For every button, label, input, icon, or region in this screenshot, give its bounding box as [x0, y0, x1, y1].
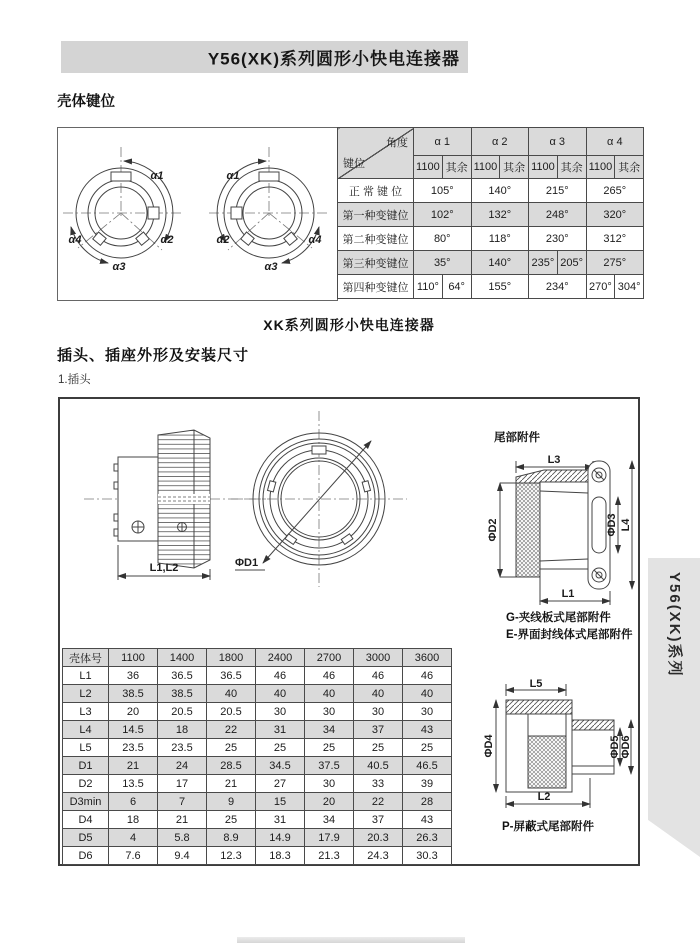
angle-value: 140° [471, 179, 529, 203]
dim-value: 12.3 [207, 847, 256, 865]
dim-value: 14.5 [109, 721, 158, 739]
dim-value: 25 [256, 739, 305, 757]
dim-value: 33 [354, 775, 403, 793]
dim-value: 21.3 [305, 847, 354, 865]
angle-value: 234° [529, 275, 587, 299]
dim-value: 37 [354, 721, 403, 739]
corner-label-key: 键位 [343, 158, 365, 170]
dims-header-row [63, 649, 452, 667]
front-view-drawing [231, 411, 407, 587]
tail-caption-g: G-夹线板式尾部附件 [506, 612, 611, 624]
keying-row-label: 第四种变键位 [338, 275, 414, 299]
dims-row-label: L3 [63, 703, 109, 721]
key-tab [259, 172, 279, 181]
dim-value: 30.3 [403, 847, 452, 865]
dims-row-label: D1 [63, 757, 109, 775]
dim-value: 30 [305, 775, 354, 793]
corner-cell [338, 128, 414, 179]
keying-row-label: 第一种变键位 [338, 203, 414, 227]
dim-label-l4: L4 [620, 518, 632, 532]
dim-value: 36.5 [207, 667, 256, 685]
col-group-header: α 3 [529, 128, 587, 156]
dims-row [63, 685, 452, 703]
title-bar [61, 41, 468, 73]
angle-value: 105° [414, 179, 472, 203]
col-group-header: α 2 [471, 128, 529, 156]
dim-value: 43 [403, 811, 452, 829]
alpha-label: α2 [216, 234, 230, 246]
sub-col-header: 其余 [500, 156, 529, 179]
keying-figure-box [57, 127, 338, 301]
side-tab-label: Y56(XK)系列 [666, 572, 683, 678]
keying-row-label: 第三种变键位 [338, 251, 414, 275]
dim-value: 37.5 [305, 757, 354, 775]
dims-header-cell: 3000 [354, 649, 403, 667]
dim-value: 40 [305, 685, 354, 703]
dims-row-label: D2 [63, 775, 109, 793]
dim-value: 43 [403, 721, 452, 739]
angle-value: 320° [586, 203, 644, 227]
col-group-header: α 4 [586, 128, 644, 156]
dims-row [63, 667, 452, 685]
dim-value: 23.5 [109, 739, 158, 757]
alpha-label: α1 [226, 170, 240, 182]
dims-header-cell: 1400 [158, 649, 207, 667]
alpha-label: α3 [264, 261, 278, 273]
dim-value: 30 [305, 703, 354, 721]
dim-label-l1l2: L1,L2 [149, 562, 179, 574]
keying-row [338, 179, 644, 203]
angle-value: 230° [529, 227, 587, 251]
dim-value: 7.6 [109, 847, 158, 865]
sub-col-header: 其余 [557, 156, 586, 179]
dim-value: 26.3 [403, 829, 452, 847]
dim-value: 17 [158, 775, 207, 793]
dim-value: 4 [109, 829, 158, 847]
dims-row-label: L2 [63, 685, 109, 703]
dim-value: 13.5 [109, 775, 158, 793]
dim-value: 46 [305, 667, 354, 685]
dim-value: 40 [256, 685, 305, 703]
dim-value: 8.9 [207, 829, 256, 847]
sub-col-header: 其余 [615, 156, 644, 179]
sub-col-header: 1100 [471, 156, 500, 179]
dim-value: 17.9 [305, 829, 354, 847]
angle-value: 35° [414, 251, 472, 275]
dims-row-label: D5 [63, 829, 109, 847]
dims-row [63, 847, 452, 865]
keying-row [338, 251, 644, 275]
angle-value: 80° [414, 227, 472, 251]
dimensions-table [62, 648, 452, 865]
alpha-label: α4 [68, 234, 82, 246]
dims-row [63, 775, 452, 793]
dim-value: 37 [354, 811, 403, 829]
dim-value: 30 [256, 703, 305, 721]
dim-value: 22 [207, 721, 256, 739]
dim-value: 18 [109, 811, 158, 829]
dim-value: 34 [305, 721, 354, 739]
dim-value: 40.5 [354, 757, 403, 775]
keying-row [338, 275, 644, 299]
sub-col-header: 1100 [414, 156, 443, 179]
dim-value: 21 [207, 775, 256, 793]
angle-value: 265° [586, 179, 644, 203]
tail-accessory-drawing [487, 430, 633, 641]
dim-value: 5.8 [158, 829, 207, 847]
angle-value: 304° [615, 275, 644, 299]
angle-value: 110° [414, 275, 443, 299]
keying-row [338, 203, 644, 227]
dim-value: 46.5 [403, 757, 452, 775]
dims-row-label: L1 [63, 667, 109, 685]
dim-value: 31 [256, 811, 305, 829]
dims-row-label: L4 [63, 721, 109, 739]
dims-header-cell: 壳体号 [63, 649, 109, 667]
dims-header-cell: 3600 [403, 649, 452, 667]
dim-value: 46 [256, 667, 305, 685]
dim-value: 24 [158, 757, 207, 775]
dim-value: 9.4 [158, 847, 207, 865]
dim-value: 28 [403, 793, 452, 811]
dim-value: 38.5 [109, 685, 158, 703]
dim-label-d5: ΦD5 [609, 735, 621, 759]
dim-value: 30 [354, 703, 403, 721]
angle-value: 132° [471, 203, 529, 227]
dim-value: 22 [354, 793, 403, 811]
keying-diagram-left [60, 128, 200, 300]
section-heading-keying: 壳体键位 [57, 94, 115, 110]
angle-value: 215° [529, 179, 587, 203]
dims-row [63, 793, 452, 811]
dim-value: 18.3 [256, 847, 305, 865]
dim-value: 20.5 [158, 703, 207, 721]
footer-strip [237, 937, 465, 943]
dim-value: 34.5 [256, 757, 305, 775]
dim-label-l3: L3 [547, 454, 561, 466]
dim-value: 40 [403, 685, 452, 703]
dims-header-cell: 2400 [256, 649, 305, 667]
tail-title: 尾部附件 [494, 432, 540, 444]
col-group-header: α 1 [414, 128, 472, 156]
angle-value: 270° [586, 275, 615, 299]
section-heading-outline: 插头、插座外形及安装尺寸 [57, 347, 250, 364]
dim-value: 25 [207, 739, 256, 757]
dim-label-d3: ΦD3 [606, 513, 618, 537]
dims-header-cell: 2700 [305, 649, 354, 667]
dim-value: 6 [109, 793, 158, 811]
dim-value: 18 [158, 721, 207, 739]
dim-value: 39 [403, 775, 452, 793]
angle-value: 235° [529, 251, 558, 275]
keying-header-row [338, 128, 644, 156]
alpha-label: α2 [160, 234, 174, 246]
key-tab [148, 207, 159, 219]
dim-value: 20 [109, 703, 158, 721]
dim-label-l2: L2 [537, 791, 551, 803]
dims-header-cell: 1800 [207, 649, 256, 667]
angle-value: 118° [471, 227, 529, 251]
corner-label-angle: 角度 [386, 137, 408, 149]
dim-label-d2: ΦD2 [487, 518, 499, 542]
dim-value: 46 [354, 667, 403, 685]
dim-value: 25 [354, 739, 403, 757]
dim-value: 15 [256, 793, 305, 811]
keying-row [338, 227, 644, 251]
dim-value: 20 [305, 793, 354, 811]
dim-label-l5: L5 [529, 678, 543, 690]
dims-row [63, 829, 452, 847]
dim-value: 28.5 [207, 757, 256, 775]
sub-col-header: 1100 [529, 156, 558, 179]
dim-value: 20.3 [354, 829, 403, 847]
tail-caption-e: E-界面封线体式尾部附件 [506, 629, 633, 641]
keying-diagram-right [198, 128, 337, 300]
dim-value: 21 [109, 757, 158, 775]
p-tail-drawing [483, 678, 632, 833]
angle-value: 102° [414, 203, 472, 227]
subheading-plug: 1.插头 [58, 374, 91, 386]
dims-row-label: L5 [63, 739, 109, 757]
dim-value: 25 [305, 739, 354, 757]
alpha-label: α3 [112, 261, 126, 273]
dim-value: 7 [158, 793, 207, 811]
dim-value: 31 [256, 721, 305, 739]
page-title: Y56(XK)系列圆形小快电连接器 [207, 49, 460, 69]
dims-row-label: D3min [63, 793, 109, 811]
dim-label-d6: ΦD6 [620, 735, 632, 759]
dim-value: 34 [305, 811, 354, 829]
dim-value: 40 [354, 685, 403, 703]
alpha-label: α1 [150, 170, 164, 182]
dim-value: 38.5 [158, 685, 207, 703]
key-tab [111, 172, 131, 181]
dim-value: 25 [207, 811, 256, 829]
dim-value: 40 [207, 685, 256, 703]
dim-value: 36.5 [158, 667, 207, 685]
p-tail-caption: P-屏蔽式尾部附件 [502, 821, 594, 833]
angle-value: 155° [471, 275, 529, 299]
dims-row [63, 739, 452, 757]
dims-row [63, 757, 452, 775]
keying-row-label: 正 常 键 位 [338, 179, 414, 203]
dim-value: 20.5 [207, 703, 256, 721]
dim-value: 30 [403, 703, 452, 721]
angle-value: 205° [557, 251, 586, 275]
dim-value: 24.3 [354, 847, 403, 865]
angle-value: 248° [529, 203, 587, 227]
sub-col-header: 其余 [442, 156, 471, 179]
sub-col-header: 1100 [586, 156, 615, 179]
dims-row-label: D4 [63, 811, 109, 829]
dim-value: 21 [158, 811, 207, 829]
angle-value: 64° [442, 275, 471, 299]
dim-label-d1: ΦD1 [235, 557, 259, 569]
dim-value: 25 [403, 739, 452, 757]
dim-label-d4: ΦD4 [483, 734, 495, 758]
dim-value: 36 [109, 667, 158, 685]
dim-value: 27 [256, 775, 305, 793]
dims-row-label: D6 [63, 847, 109, 865]
dims-row [63, 721, 452, 739]
dims-row [63, 811, 452, 829]
dim-value: 14.9 [256, 829, 305, 847]
key-tab [231, 207, 242, 219]
dim-label-l1: L1 [561, 588, 575, 600]
keying-row-label: 第二种变键位 [338, 227, 414, 251]
alpha-label: α4 [308, 234, 322, 246]
dim-value: 9 [207, 793, 256, 811]
angle-value: 275° [586, 251, 644, 275]
angle-value: 312° [586, 227, 644, 251]
dims-header-cell: 1100 [109, 649, 158, 667]
dim-value: 46 [403, 667, 452, 685]
angle-value: 140° [471, 251, 529, 275]
dims-row [63, 703, 452, 721]
keying-table [337, 127, 644, 299]
series-caption: XK系列圆形小快电连接器 [263, 317, 435, 333]
dim-value: 23.5 [158, 739, 207, 757]
